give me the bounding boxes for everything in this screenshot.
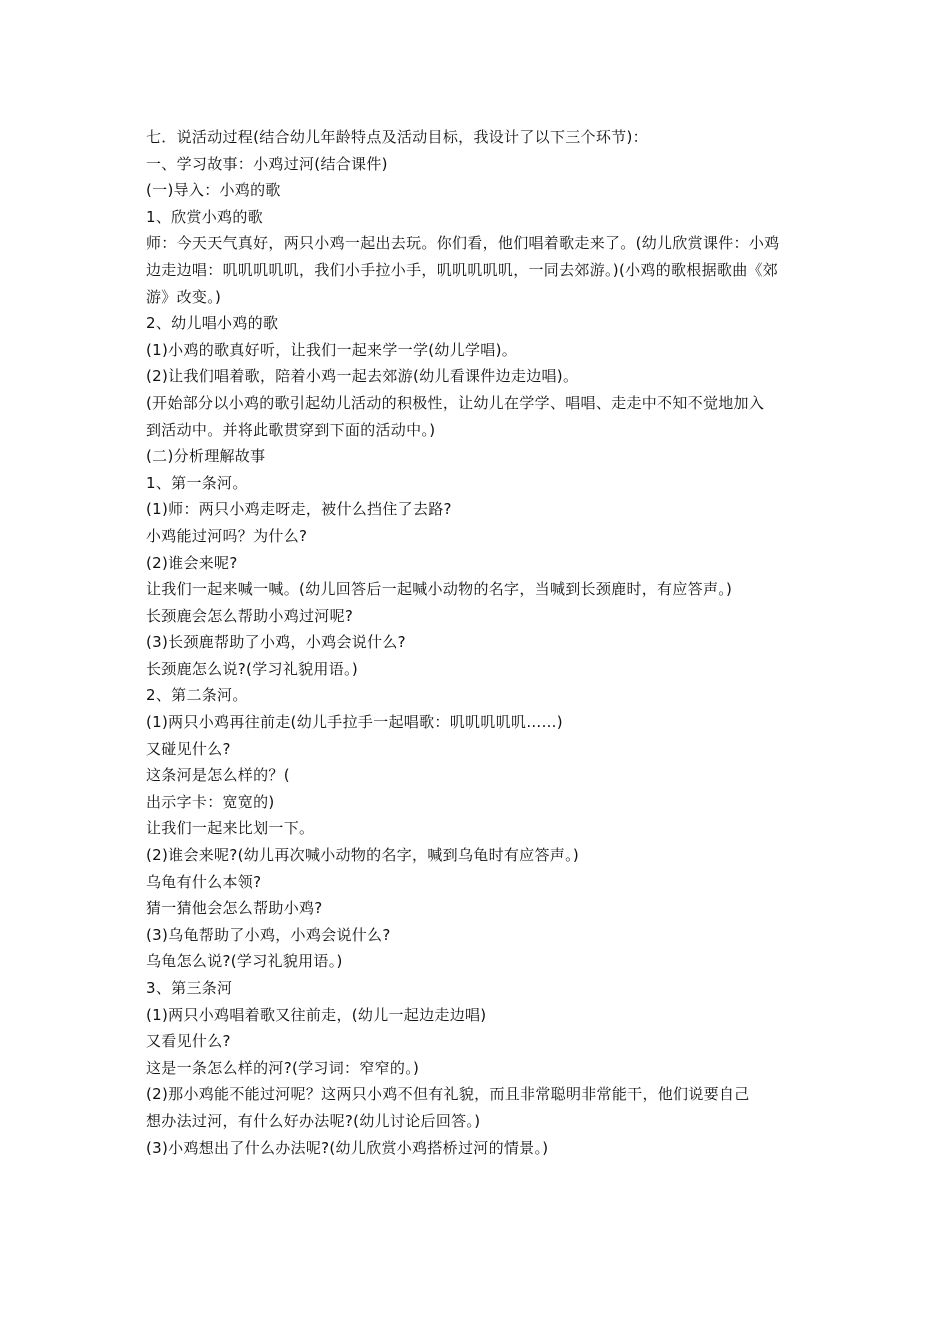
text-line: 一、学习故事：小鸡过河(结合课件) [146,154,388,173]
text-line: 乌龟怎么说?(学习礼貌用语。) [146,952,343,971]
text-line: (3)乌龟帮助了小鸡，小鸡会说什么? [146,925,391,944]
text-line: (3)长颈鹿帮助了小鸡，小鸡会说什么? [146,633,406,652]
text-line: 3、第三条河 [146,979,233,997]
text-line: (3)小鸡想出了什么办法呢?(幼儿欣赏小鸡搭桥过河的情景。) [146,1138,549,1157]
text-line: (2)那小鸡能不能过河呢？这两只小鸡不但有礼貌，而且非常聪明非常能干，他们说要自己 [146,1085,750,1104]
text-line: 想办法过河，有什么好办法呢?(幼儿讨论后回答。) [146,1111,481,1130]
text-line: 2、第二条河。 [146,686,248,705]
text-line: (1)师：两只小鸡走呀走，被什么挡住了去路? [146,500,452,519]
text-line: 1、第一条河。 [146,473,248,492]
text-line: 师：今天天气真好，两只小鸡一起出去玩。你们看，他们唱着歌走来了。(幼儿欣赏课件：小鸡 [146,234,780,253]
text-line: (二)分析理解故事 [146,447,266,466]
text-line: (1)小鸡的歌真好听，让我们一起来学一学(幼儿学唱)。 [146,340,518,359]
text-line: 乌龟有什么本领? [146,872,262,891]
text-line: (一)导入：小鸡的歌 [146,181,281,200]
text-line: 七．说活动过程(结合幼儿年龄特点及活动目标，我设计了以下三个环节)： [146,128,648,146]
text-line: (2)谁会来呢? [146,553,238,572]
text-line: 2、幼儿唱小鸡的歌 [146,314,279,333]
text-line: 又碰见什么? [146,739,231,758]
text-line: 这是一条怎么样的河?(学习词：窄窄的。) [146,1058,420,1077]
text-line: 1、欣赏小鸡的歌 [146,207,263,226]
text-line: (开始部分以小鸡的歌引起幼儿活动的积极性，让幼儿在学学、唱唱、走走中不知不觉地加入 [146,393,765,412]
text-line: 这条河是怎么样的？( [146,766,290,785]
text-line: 又看见什么? [146,1032,231,1051]
text-line: 猜一猜他会怎么帮助小鸡? [146,899,323,918]
text-line: 让我们一起来比划一下。 [146,819,315,838]
text-line: 边走边唱：叽叽叽叽叽，我们小手拉小手，叽叽叽叽叽，一同去郊游。)(小鸡的歌根据歌曲《郊 [146,260,779,279]
text-line: 长颈鹿怎么说?(学习礼貌用语。) [146,659,358,678]
text-line: (2)让我们唱着歌，陪着小鸡一起去郊游(幼儿看课件边走边唱)。 [146,367,579,386]
text-line: (1)两只小鸡再往前走(幼儿手拉手一起唱歌：叽叽叽叽叽……) [146,713,563,732]
text-line: 小鸡能过河吗？为什么? [146,526,308,545]
text-line: 让我们一起来喊一喊。(幼儿回答后一起喊小动物的名字，当喊到长颈鹿时，有应答声。) [146,580,733,599]
text-line: (2)谁会来呢?(幼儿再次喊小动物的名字，喊到乌龟时有应答声。) [146,846,580,865]
text-line: 出示字卡：宽宽的) [146,792,275,811]
text-line: 到活动中。并将此歌贯穿到下面的活动中。) [146,420,436,439]
document-body [146,124,810,1161]
text-line: 游》改变。) [146,287,222,306]
text-line: 长颈鹿会怎么帮助小鸡过河呢? [146,606,354,625]
text-line: (1)两只小鸡唱着歌又往前走，(幼儿一起边走边唱) [146,1005,487,1024]
